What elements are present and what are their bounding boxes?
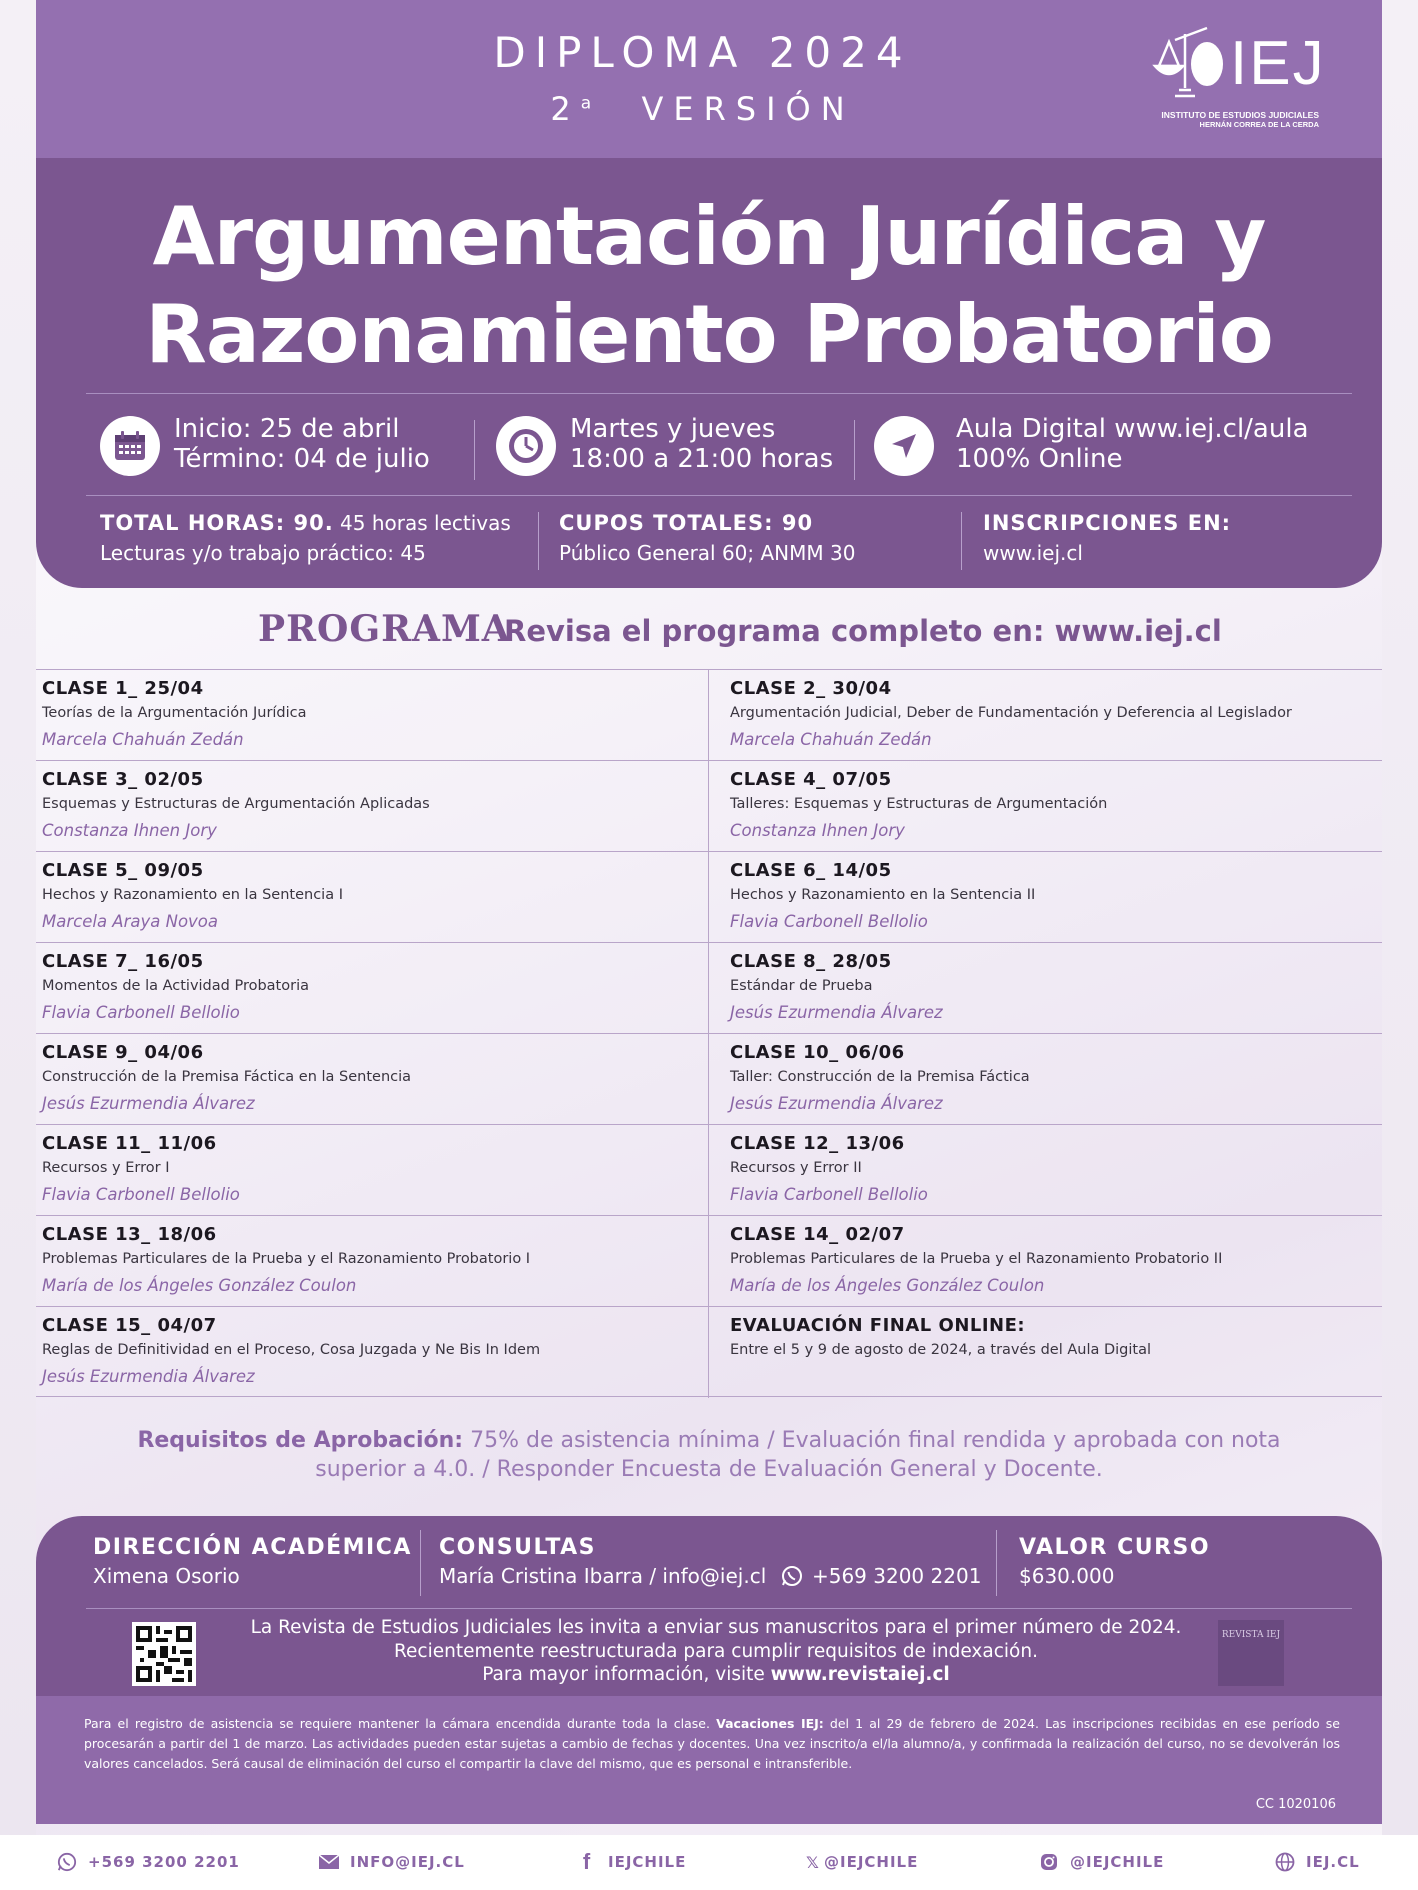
stats-separator: [538, 512, 539, 570]
class-instructor: Constanza Ihnen Jory: [42, 821, 217, 840]
class-title: Hechos y Razonamiento en la Sentencia II: [730, 887, 1036, 903]
class-number-date: CLASE 11_ 11/06: [42, 1133, 217, 1154]
logo-text: IEJ: [1230, 29, 1326, 98]
schedule-row: [36, 1033, 1382, 1124]
class-number-date: EVALUACIÓN FINAL ONLINE:: [730, 1315, 1026, 1336]
class-title: Teorías de la Argumentación Jurídica: [42, 705, 307, 721]
class-cell: [708, 1125, 1380, 1216]
academic-direction: DIRECCIÓN ACADÉMICA Ximena Osorio: [93, 1535, 412, 1588]
schedule-row: [36, 1124, 1382, 1215]
class-instructor: Jesús Ezurmendia Álvarez: [730, 1094, 943, 1113]
class-number-date: CLASE 5_ 09/05: [42, 860, 204, 881]
class-title: Talleres: Esquemas y Estructuras de Argumentación: [730, 796, 1108, 812]
schedule-row: [36, 942, 1382, 1033]
class-cell: [708, 761, 1380, 852]
inquiries: CONSULTAS María Cristina Ibarra / info@iej.cl +569 3200 2201: [439, 1535, 982, 1588]
class-title: Entre el 5 y 9 de agosto de 2024, a través del Aula Digital: [730, 1342, 1152, 1358]
schedule-row: [36, 669, 1382, 760]
contact-footer: [36, 1516, 1382, 1696]
class-title: Reglas de Definitividad en el Proceso, Cosa Juzgada y Ne Bis In Idem: [42, 1342, 541, 1358]
class-instructor: Marcela Chahuán Zedán: [730, 730, 932, 749]
class-instructor: Flavia Carbonell Bellolio: [42, 1003, 240, 1022]
social-x[interactable]: 𝕏 @IEJCHILE: [806, 1852, 919, 1872]
class-number-date: CLASE 15_ 04/07: [42, 1315, 217, 1336]
iej-logo: [1145, 20, 1326, 135]
class-cell: [36, 761, 708, 852]
schedule-row: [36, 851, 1382, 942]
divider: [86, 393, 1352, 394]
class-number-date: CLASE 4_ 07/05: [730, 769, 892, 790]
class-title: Recursos y Error I: [42, 1160, 170, 1176]
class-cell: [36, 852, 708, 943]
class-title: Hechos y Razonamiento en la Sentencia I: [42, 887, 343, 903]
end-date: Término: 04 de julio: [174, 444, 430, 474]
x-icon: 𝕏: [806, 1852, 820, 1872]
modality: 100% Online: [956, 444, 1123, 474]
globe-icon: [1274, 1851, 1296, 1873]
class-cell: [36, 943, 708, 1034]
programa-link-text: Revisa el programa completo en: www.iej.cl: [504, 614, 1222, 648]
social-facebook[interactable]: f IEJCHILE: [576, 1851, 686, 1873]
schedule-days: Martes y jueves: [570, 414, 776, 444]
class-number-date: CLASE 1_ 25/04: [42, 678, 204, 699]
class-cell: [36, 1216, 708, 1307]
class-cell: [708, 1307, 1380, 1398]
version-word: VERSIÓN: [641, 90, 855, 128]
logo-subtitle: INSTITUTO DE ESTUDIOS JUDICIALES HERNÁN CORREA DE LA CERDA: [1161, 110, 1319, 129]
schedule-hours: 18:00 a 21:00 horas: [570, 444, 834, 474]
class-instructor: Flavia Carbonell Bellolio: [42, 1185, 240, 1204]
class-instructor: Jesús Ezurmendia Álvarez: [42, 1367, 255, 1386]
class-title: Problemas Particulares de la Prueba y el Razonamiento Probatorio I: [42, 1251, 531, 1267]
programa-heading: PROGRAMA: [258, 608, 511, 650]
class-title: Momentos de la Actividad Probatoria: [42, 978, 309, 994]
footer-separator: [996, 1530, 997, 1596]
social-web[interactable]: IEJ.CL: [1274, 1851, 1360, 1873]
class-number-date: CLASE 13_ 18/06: [42, 1224, 217, 1245]
left-margin-band: [0, 0, 36, 1835]
class-cell: [36, 1125, 708, 1216]
social-phone[interactable]: +569 3200 2201: [56, 1851, 240, 1873]
legal-notice: Para el registro de asistencia se requiere mantener la cámara encendida durante toda la clase. Vacaciones IEJ: del 1 al 29 de febrero de 2024. Las inscripciones recibidas en ese período se procesarán a partir del 1 de marzo. Las actividades pueden estar sujetas a cambio de fechas y docentes. Una vez inscrito/a el/la alumno/a, y confirmada la realización del curso, no se devolverán los valores cancelados. Será causal de eliminación del curso el compartir la clave del mismo, que es personal e intransferible. CC 1020106: [36, 1696, 1382, 1824]
social-instagram[interactable]: @IEJCHILE: [1038, 1851, 1164, 1873]
class-cell: [36, 670, 708, 761]
calendar-icon: [100, 416, 160, 476]
registration: INSCRIPCIONES EN: www.iej.cl: [983, 511, 1232, 565]
schedule-row: [36, 1306, 1382, 1397]
class-cell: [36, 1307, 708, 1398]
class-title: Argumentación Judicial, Deber de Fundamentación y Deferencia al Legislador: [730, 705, 1292, 721]
clock-icon: [496, 416, 556, 476]
divider: [86, 495, 1352, 496]
class-instructor: María de los Ángeles González Coulon: [730, 1276, 1045, 1295]
facebook-icon: f: [582, 1849, 592, 1874]
class-number-date: CLASE 14_ 02/07: [730, 1224, 905, 1245]
class-title: Taller: Construcción de la Premisa Fáctica: [730, 1069, 1030, 1085]
class-instructor: Jesús Ezurmendia Álvarez: [42, 1094, 255, 1113]
instagram-icon: [1038, 1851, 1060, 1873]
footer-separator: [420, 1530, 421, 1596]
class-number-date: CLASE 10_ 06/06: [730, 1042, 905, 1063]
journal-link: www.revistaiej.cl: [770, 1664, 950, 1685]
title-block: [36, 158, 1382, 588]
class-cell: [36, 1034, 708, 1125]
mail-icon: [318, 1851, 340, 1873]
class-cell: [708, 1216, 1380, 1307]
class-title: Estándar de Prueba: [730, 978, 873, 994]
class-cell: [708, 943, 1380, 1034]
class-instructor: Jesús Ezurmendia Álvarez: [730, 1003, 943, 1022]
diploma-title: DIPLOMA 2024: [493, 28, 912, 77]
version-superscript: a: [580, 93, 602, 114]
class-instructor: María de los Ángeles González Coulon: [42, 1276, 357, 1295]
total-hours: TOTAL HORAS: 90. 45 horas lectivas Lecturas y/o trabajo práctico: 45: [100, 511, 511, 565]
qr-code[interactable]: [132, 1622, 196, 1686]
scales-of-justice-icon: [1145, 20, 1229, 110]
whatsapp-icon: [781, 1565, 803, 1587]
class-schedule-table: [36, 669, 1382, 1397]
social-bar: [0, 1835, 1418, 1890]
class-instructor: Marcela Chahuán Zedán: [42, 730, 244, 749]
approval-requirements: Requisitos de Aprobación: 75% de asistencia mínima / Evaluación final rendida y aprobada con nota superior a 4.0. / Responder Encuesta de Evaluación General y Docente.: [137, 1428, 1281, 1482]
version-number: 2: [550, 90, 581, 128]
send-arrow-icon: [874, 416, 934, 476]
class-number-date: CLASE 7_ 16/05: [42, 951, 204, 972]
course-title: [36, 188, 1382, 384]
social-email[interactable]: INFO@IEJ.CL: [318, 1851, 465, 1873]
schedule-row: [36, 1215, 1382, 1306]
schedule-row: [36, 760, 1382, 851]
class-cell: [708, 852, 1380, 943]
info-separator: [474, 420, 475, 480]
right-margin-band: [1382, 0, 1418, 1835]
class-title: Recursos y Error II: [730, 1160, 862, 1176]
class-number-date: CLASE 9_ 04/06: [42, 1042, 204, 1063]
class-instructor: Marcela Araya Novoa: [42, 912, 219, 931]
class-number-date: CLASE 12_ 13/06: [730, 1133, 905, 1154]
whatsapp-icon: [56, 1851, 78, 1873]
journal-invitation: La Revista de Estudios Judiciales les invita a enviar sus manuscritos para el primer número de 2024. Recientemente reestructurada para cumplir requisitos de indexación. Para mayor información, visite www.revistaiej.cl: [250, 1617, 1182, 1685]
footer-divider: [86, 1608, 1352, 1609]
class-number-date: CLASE 8_ 28/05: [730, 951, 892, 972]
class-instructor: Flavia Carbonell Bellolio: [730, 1185, 928, 1204]
class-title: Construcción de la Premisa Fáctica en la Sentencia: [42, 1069, 412, 1085]
class-title: Problemas Particulares de la Prueba y el Razonamiento Probatorio II: [730, 1251, 1223, 1267]
class-cell: [708, 1034, 1380, 1125]
class-title: Esquemas y Estructuras de Argumentación Aplicadas: [42, 796, 430, 812]
class-number-date: CLASE 3_ 02/05: [42, 769, 204, 790]
start-date: Inicio: 25 de abril: [174, 414, 400, 444]
course-price: VALOR CURSO $630.000: [1019, 1535, 1211, 1588]
class-instructor: Constanza Ihnen Jory: [730, 821, 905, 840]
info-separator: [854, 420, 855, 480]
document-code: CC 1020106: [1255, 1797, 1336, 1812]
course-title-line2: Razonamiento Probatorio: [145, 288, 1273, 381]
platform-url: Aula Digital www.iej.cl/aula: [956, 414, 1309, 444]
total-seats: CUPOS TOTALES: 90 Público General 60; ANMM 30: [559, 511, 856, 565]
class-instructor: Flavia Carbonell Bellolio: [730, 912, 928, 931]
stats-separator: [961, 512, 962, 570]
class-number-date: CLASE 6_ 14/05: [730, 860, 892, 881]
journal-logo: REVISTA IEJ: [1218, 1620, 1284, 1686]
course-title-line1: Argumentación Jurídica y: [152, 190, 1266, 283]
class-number-date: CLASE 2_ 30/04: [730, 678, 892, 699]
class-cell: [708, 670, 1380, 761]
